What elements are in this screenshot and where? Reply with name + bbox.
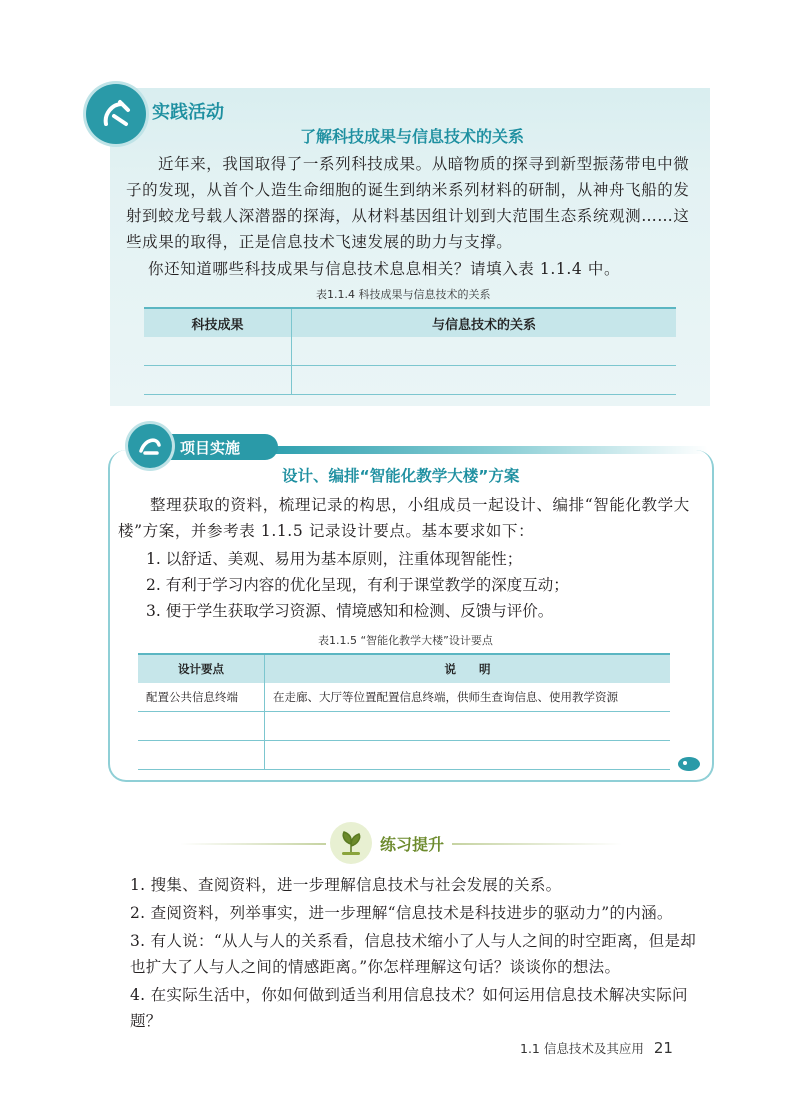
design-points-table (138, 653, 670, 770)
table-cell[interactable] (138, 741, 265, 770)
table-header-design-point: 设计要点 (138, 654, 265, 683)
wrench-figure-icon (96, 94, 136, 134)
exercise-item: 4. 在实际生活中，你如何做到适当利用信息技术？如何运用信息技术解决实际问题？ (130, 986, 688, 1030)
practice-paragraph (126, 151, 694, 255)
page-number: 21 (653, 1039, 673, 1057)
footer-section: 1.1 信息技术及其应用 (520, 1041, 644, 1056)
table-cell[interactable] (138, 712, 265, 741)
table-header-description: 说 明 (265, 654, 671, 683)
table-1-1-4-caption: 表1.1.4 科技成果与信息技术的关系 (316, 288, 491, 301)
hand-gear-icon (135, 431, 165, 461)
table-header-achievement: 科技成果 (144, 308, 292, 337)
table-cell[interactable] (265, 712, 671, 741)
requirement-list (146, 546, 569, 624)
exercise-divider-right (452, 843, 622, 845)
exercise-title: 练习提升 (380, 835, 445, 854)
table-row (144, 337, 676, 366)
exercise-item: 3. 有人说：“从人与人的关系看，信息技术缩小了人与人之间的时空距离，但是却也扩大了人与人之间的情感距离。”你怎样理解这句话？谈谈你的想法。 (130, 932, 697, 976)
page-footer (520, 1039, 673, 1057)
practice-activity-title: 实践活动 (152, 102, 224, 123)
exercise-divider-left (180, 843, 326, 845)
project-paragraph-text: 整理获取的资料，梳理记录的构思，小组成员一起设计、编排“智能化教学大楼”方案，并参考表 1.1.5 记录设计要点。基本要求如下： (118, 496, 690, 540)
table-cell: 在走廊、大厅等位置配置信息终端，供师生查询信息、使用教学资源 (265, 683, 671, 712)
table-cell[interactable] (292, 337, 677, 366)
requirement-item: 1. 以舒适、美观、易用为基本原则，注重体现智能性； (146, 550, 523, 568)
table-row (138, 683, 670, 712)
pointing-hand-icon (676, 754, 702, 772)
practice-question: 你还知道哪些科技成果与信息技术息息相关？请填入表 1.1.4 中。 (148, 260, 621, 278)
project-subtitle: 设计、编排“智能化教学大楼”方案 (282, 467, 520, 485)
project-frame-bar (268, 446, 708, 454)
practice-paragraph-text: 近年来，我国取得了一系列科技成果。从暗物质的探寻到新型振荡带电中微子的发现，从首个人造生命细胞的诞生到纳米系列材料的研制，从神舟飞船的发射到蛟龙号载人深潜器的探海，从材料基因组计划到大范围生态系统观测……这些成果的取得，正是信息技术飞速发展的助力与支撑。 (126, 155, 690, 251)
practice-activity-subtitle: 了解科技成果与信息技术的关系 (300, 127, 525, 146)
sprout-icon (336, 828, 366, 858)
project-implementation-icon (128, 424, 172, 468)
exercise-item: 1. 搜集、查阅资料，进一步理解信息技术与社会发展的关系。 (130, 876, 562, 894)
project-paragraph (118, 492, 708, 544)
table-cell[interactable] (144, 337, 292, 366)
table-cell[interactable] (144, 366, 292, 395)
exercise-list (130, 872, 710, 1036)
table-row (138, 741, 670, 770)
project-implementation-title: 项目实施 (180, 439, 241, 457)
exercise-icon (330, 822, 372, 864)
table-cell[interactable] (292, 366, 677, 395)
table-row (144, 366, 676, 395)
requirement-item: 3. 便于学生获取学习资源、情境感知和检测、反馈与评价。 (146, 602, 554, 620)
requirement-item: 2. 有利于学习内容的优化呈现，有利于课堂教学的深度互动； (146, 576, 569, 594)
table-header-relation: 与信息技术的关系 (292, 308, 677, 337)
table-1-1-5-caption: 表1.1.5 “智能化教学大楼”设计要点 (318, 634, 493, 647)
exercise-item: 2. 查阅资料，列举事实，进一步理解“信息技术是科技进步的驱动力”的内涵。 (130, 904, 673, 922)
tech-achievement-table (144, 307, 676, 395)
practice-activity-icon (86, 84, 146, 144)
table-cell: 配置公共信息终端 (138, 683, 265, 712)
table-cell[interactable] (265, 741, 671, 770)
table-row (138, 712, 670, 741)
